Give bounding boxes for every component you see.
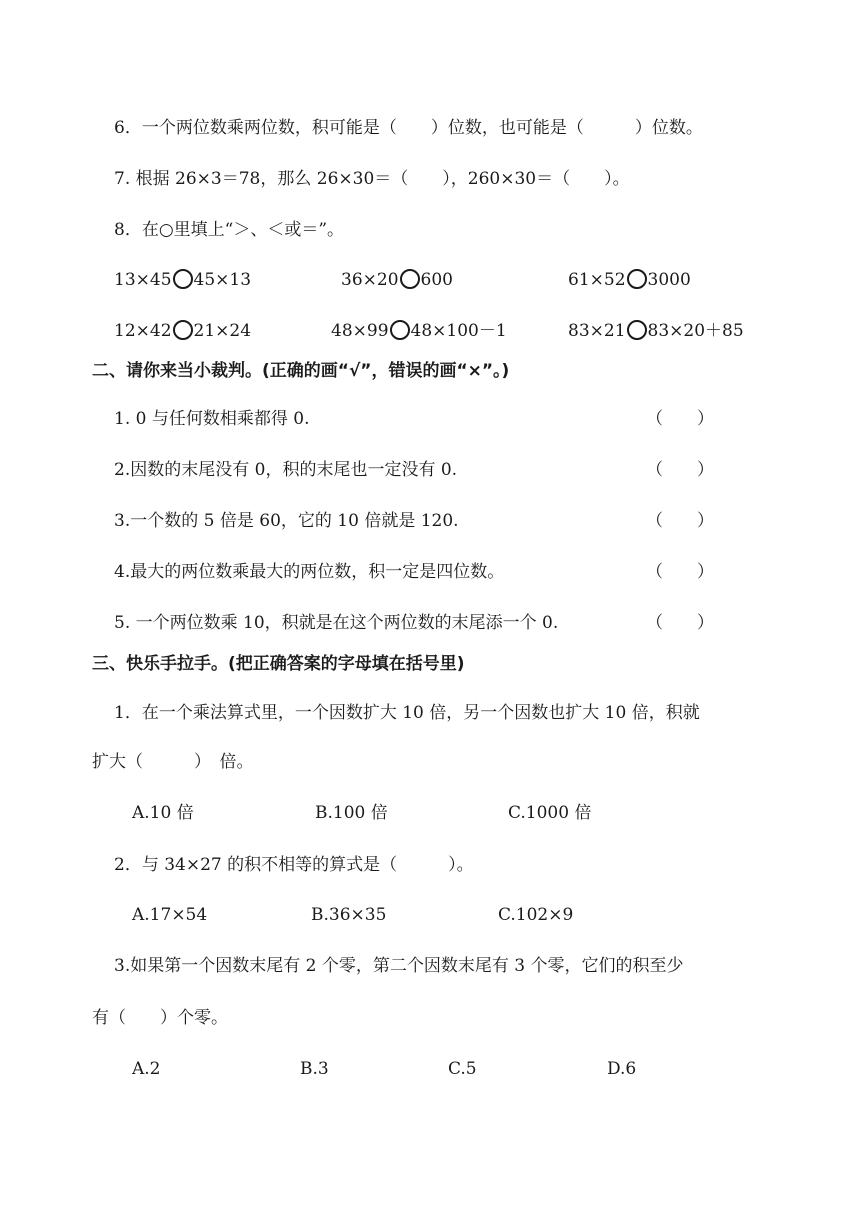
option-c[interactable]: C.5: [448, 1059, 477, 1079]
compare-right: 600: [420, 270, 453, 290]
question-8: 8．在○里填上“＞、＜或＝”。: [114, 220, 345, 240]
compare-right: 83×20＋85: [647, 321, 744, 341]
judge-item-text: 5. 一个两位数乘 10，积就是在这个两位数的末尾添一个 0.: [114, 613, 559, 633]
judge-item-text: 2.因数的末尾没有 0，积的末尾也一定没有 0.: [114, 460, 458, 480]
compare-left: 83×21: [568, 321, 626, 341]
circle-blank-icon[interactable]: [390, 320, 410, 340]
circle-blank-icon[interactable]: [627, 269, 647, 289]
compare-left: 48×99: [331, 321, 389, 341]
choice-question-3-line1: 3.如果第一个因数末尾有 2 个零，第二个因数末尾有 3 个零，它们的积至少: [114, 956, 684, 976]
compare-item: [568, 268, 691, 292]
compare-item: [114, 268, 251, 292]
option-a[interactable]: A.17×54: [132, 905, 208, 925]
option-a[interactable]: A.10 倍: [132, 803, 194, 823]
section-heading-2: 二、请你来当小裁判。(正确的画“√”，错误的画“×”。): [92, 361, 510, 381]
option-a[interactable]: A.2: [132, 1059, 161, 1079]
question-7: 7. 根据 26×3＝78，那么 26×30＝（ ），260×30＝（ ）。: [114, 169, 630, 189]
answer-blank[interactable]: （ ）: [646, 613, 714, 633]
circle-blank-icon[interactable]: [173, 269, 193, 289]
choice-question-1-line2: 扩大（ ） 倍。: [92, 752, 254, 772]
judge-item-text: 3.一个数的 5 倍是 60，它的 10 倍就是 120.: [114, 511, 459, 531]
option-b[interactable]: B.36×35: [311, 905, 387, 925]
option-c[interactable]: C.1000 倍: [508, 803, 592, 823]
circle-blank-icon[interactable]: [173, 320, 193, 340]
judge-item-text: 1. 0 与任何数相乘都得 0.: [114, 409, 310, 429]
compare-left: 13×45: [114, 270, 172, 290]
option-b[interactable]: B.100 倍: [315, 803, 388, 823]
answer-blank[interactable]: （ ）: [646, 409, 714, 429]
compare-item: [331, 319, 507, 343]
compare-item: [114, 319, 251, 343]
answer-blank[interactable]: （ ）: [646, 562, 714, 582]
compare-item: [341, 268, 453, 292]
choice-question-1-line1: 1．在一个乘法算式里，一个因数扩大 10 倍，另一个因数也扩大 10 倍，积就: [114, 703, 700, 723]
compare-left: 61×52: [568, 270, 626, 290]
compare-left: 36×20: [341, 270, 399, 290]
section-heading-3: 三、快乐手拉手。(把正确答案的字母填在括号里): [92, 654, 465, 674]
answer-blank[interactable]: （ ）: [646, 511, 714, 531]
circle-blank-icon[interactable]: [400, 269, 420, 289]
option-c[interactable]: C.102×9: [498, 905, 574, 925]
compare-right: 45×13: [193, 270, 252, 290]
option-d[interactable]: D.6: [607, 1059, 637, 1079]
judge-item-text: 4.最大的两位数乘最大的两位数，积一定是四位数。: [114, 562, 505, 582]
compare-left: 12×42: [114, 321, 172, 341]
choice-question-3-line2: 有（ ）个零。: [92, 1008, 228, 1028]
compare-right: 48×100－1: [410, 321, 507, 341]
compare-item: [568, 319, 744, 343]
option-b[interactable]: B.3: [300, 1059, 329, 1079]
circle-blank-icon[interactable]: [627, 320, 647, 340]
choice-question-2: 2．与 34×27 的积不相等的算式是（ ）。: [114, 855, 474, 875]
compare-right: 21×24: [193, 321, 252, 341]
question-6: 6．一个两位数乘两位数，积可能是（ ）位数，也可能是（ ）位数。: [114, 118, 703, 138]
answer-blank[interactable]: （ ）: [646, 460, 714, 480]
compare-right: 3000: [647, 270, 691, 290]
